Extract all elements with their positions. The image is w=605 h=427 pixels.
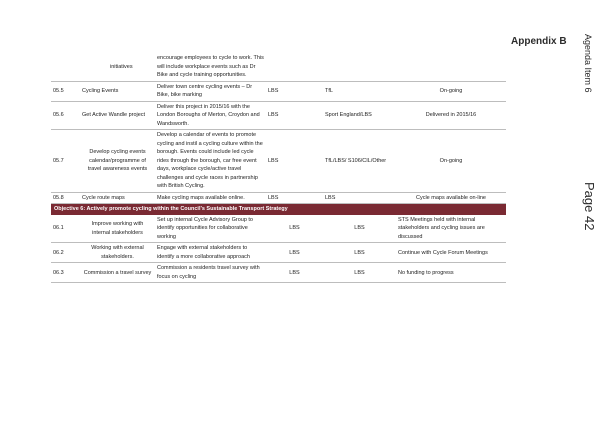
row-lead: LBS (266, 81, 323, 101)
row-description: Commission a residents travel survey with focus on cycling (155, 263, 266, 283)
table-row (51, 192, 506, 204)
row-ref: 05.7 (51, 130, 80, 193)
row-ref: 05.8 (51, 192, 80, 204)
row-status: STS Meetings held with internal stakeholders and cycling issues are discussed (396, 215, 506, 243)
row-status: On-going (396, 130, 506, 193)
table-row (51, 243, 506, 263)
table-row (51, 81, 506, 101)
row-ref: 06.3 (51, 263, 80, 283)
row-status: Continue with Cycle Forum Meetings (396, 243, 506, 263)
row-ref (51, 53, 80, 81)
row-partners: TfL/LBS/ S106/CIL/Other (323, 130, 396, 193)
row-description: encourage employees to cycle to work. This will include workplace events such as Dr Bike and cycle training opportunities. (155, 53, 266, 81)
row-description: Engage with external stakeholders to identify a more collaborative approach (155, 243, 266, 263)
row-description: Develop a calendar of events to promote cycling and instil a cycling culture within the borough. Events could include led cycle rides through the borough, car free event days, workplace cycle/active travel challenges and cycle races in partnership with British Cycling. (155, 130, 266, 193)
table-row (51, 130, 506, 193)
row-partners: Sport England/LBS (323, 101, 396, 130)
row-action: Working with external stakeholders. (80, 243, 155, 263)
row-description: Deliver town centre cycling events – Dr Bike, bike marking (155, 81, 266, 101)
objective-heading-row (51, 204, 506, 215)
row-description: Set up internal Cycle Advisory Group to identify opportunities for collaborative working (155, 215, 266, 243)
objective-heading-tail (396, 204, 506, 215)
table-row (51, 53, 506, 81)
row-action: Improve working with internal stakeholders (80, 215, 155, 243)
row-ref: 06.2 (51, 243, 80, 263)
row-lead: LBS (266, 192, 323, 204)
row-status (396, 53, 506, 81)
action-plan-table (51, 53, 506, 283)
row-action: Commission a travel survey (80, 263, 155, 283)
page-number-label: Page 42 (582, 182, 597, 231)
table-row (51, 101, 506, 130)
appendix-label: Appendix B (511, 36, 567, 47)
row-lead: LBS (266, 130, 323, 193)
row-action: Cycling Events (80, 81, 155, 101)
objective-heading: Objective 6: Actively promote cycling within the Council’s Sustainable Transport Strategy (51, 204, 396, 215)
row-status: Cycle maps available on-line (396, 192, 506, 204)
row-description: Deliver this project in 2015/16 with the London Boroughs of Merton, Croydon and Wandsworth. (155, 101, 266, 130)
row-action: Develop cycling events calendar/programme of travel awareness events (80, 130, 155, 193)
row-action: Cycle route maps (80, 192, 155, 204)
row-partners (323, 53, 396, 81)
row-partners: LBS (323, 192, 396, 204)
row-lead: LBS (266, 243, 323, 263)
row-lead: LBS (266, 263, 323, 283)
row-status: No funding to progress (396, 263, 506, 283)
agenda-item-label: Agenda Item 6 (583, 34, 593, 93)
row-ref: 05.6 (51, 101, 80, 130)
row-description: Make cycling maps available online. (155, 192, 266, 204)
row-partners: LBS (323, 243, 396, 263)
row-partners: LBS (323, 263, 396, 283)
row-partners: LBS (323, 215, 396, 243)
row-action: initiatives (80, 53, 155, 81)
table-row (51, 215, 506, 243)
row-partners: TfL (323, 81, 396, 101)
row-lead: LBS (266, 215, 323, 243)
row-status: Delivered in 2015/16 (396, 101, 506, 130)
row-status: On-going (396, 81, 506, 101)
row-ref: 05.5 (51, 81, 80, 101)
row-lead (266, 53, 323, 81)
table-row (51, 263, 506, 283)
row-ref: 06.1 (51, 215, 80, 243)
row-lead: LBS (266, 101, 323, 130)
row-action: Get Active Wandle project (80, 101, 155, 130)
